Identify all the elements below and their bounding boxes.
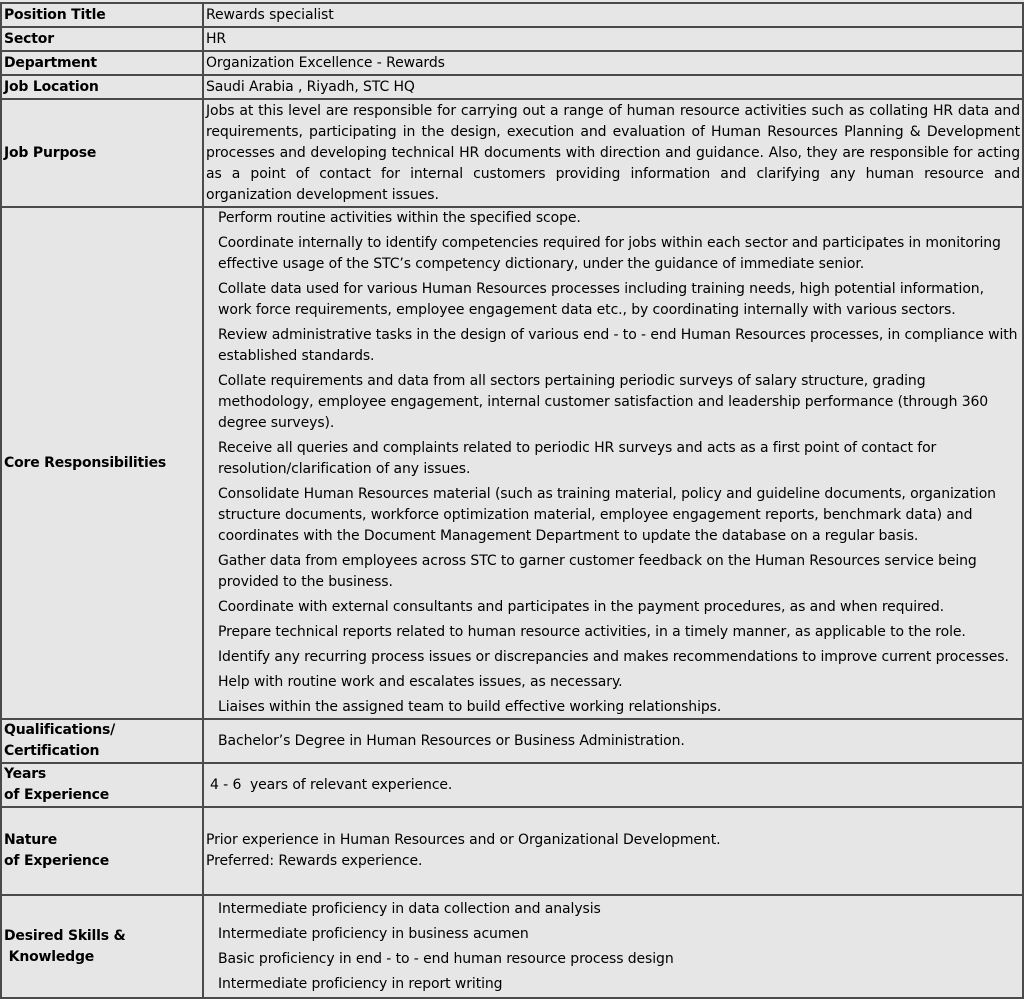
responsibility-item: Review administrative tasks in the design of various end - to - end Human Resources processes, in compliance with established standards. bbox=[218, 327, 1018, 364]
nature-experience-line1: Prior experience in Human Resources and or Organizational Development. bbox=[206, 832, 721, 848]
department-value: Organization Excellence - Rewards bbox=[203, 51, 1023, 75]
years-experience-label-line1: Years bbox=[4, 766, 47, 782]
qualifications-label bbox=[1, 719, 203, 763]
responsibility-item: Identify any recurring process issues or discrepancies and makes recommendations to improve current processes. bbox=[218, 649, 1009, 665]
years-experience-text: 4 - 6 years of relevant experience. bbox=[210, 776, 453, 793]
position-title-value: Rewards specialist bbox=[203, 3, 1023, 27]
row-core-responsibilities bbox=[1, 207, 1023, 719]
core-responsibilities-value bbox=[203, 207, 1023, 719]
row-years-experience bbox=[1, 763, 1023, 807]
job-location-value: Saudi Arabia , Riyadh, STC HQ bbox=[203, 75, 1023, 99]
responsibility-item: Coordinate internally to identify competencies required for jobs within each sector and participates in monitoring effective usage of the STC’s competency dictionary, under the guidance of immediate senior. bbox=[218, 235, 1001, 272]
responsibility-item: Receive all queries and complaints related to periodic HR surveys and acts as a first point of contact for resolution/clarification of any issues. bbox=[218, 440, 937, 477]
responsibility-item: Consolidate Human Resources material (such as training material, policy and guideline documents, organization structure documents, workforce optimization material, employee engagement reports, benchmark data) and coordinates with the Document Management Department to update the database on a regular basis. bbox=[218, 486, 996, 544]
sector-value: HR bbox=[203, 27, 1023, 51]
row-sector bbox=[1, 27, 1023, 51]
desired-skills-label-line1: Desired Skills & bbox=[4, 927, 126, 944]
row-job-location bbox=[1, 75, 1023, 99]
qualifications-label-line2: Certification bbox=[4, 743, 100, 759]
row-qualifications bbox=[1, 719, 1023, 763]
years-experience-label bbox=[1, 763, 203, 807]
row-desired-skills bbox=[1, 895, 1023, 998]
row-department bbox=[1, 51, 1023, 75]
job-purpose-value: Jobs at this level are responsible for carrying out a range of human resource activities such as collating HR data and requirements, participating in the design, execution and evaluation of Human Resources Planning & Development processes and developing technical HR documents with direction and guidance. Also, they are responsible for acting as a point of contact for internal customers providing information and clarifying any human resource and organization development issues. bbox=[203, 99, 1023, 207]
desired-skills-label bbox=[1, 895, 203, 998]
desired-skills-value bbox=[203, 895, 1023, 998]
nature-experience-value bbox=[203, 807, 1023, 895]
row-nature-experience bbox=[1, 807, 1023, 895]
skill-item: Intermediate proficiency in data collection and analysis bbox=[218, 900, 601, 917]
responsibility-item: Collate data used for various Human Resources processes including training needs, high potential information, work force requirements, employee engagement data etc., by coordinating internally with various sectors. bbox=[218, 281, 984, 318]
nature-experience-line2: Preferred: Rewards experience. bbox=[206, 853, 423, 869]
job-description-table bbox=[0, 2, 1024, 999]
nature-experience-label-line1: Nature bbox=[4, 832, 58, 848]
skills-list bbox=[206, 899, 1020, 995]
skill-item: Intermediate proficiency in business acumen bbox=[218, 925, 529, 942]
row-job-purpose bbox=[1, 99, 1023, 207]
responsibility-item: Coordinate with external consultants and participates in the payment procedures, as and when required. bbox=[218, 599, 945, 615]
skill-item: Intermediate proficiency in report writing bbox=[218, 975, 503, 992]
nature-experience-label bbox=[1, 807, 203, 895]
qualifications-label-line1: Qualifications/ bbox=[4, 722, 116, 738]
sector-label: Sector bbox=[1, 27, 203, 51]
responsibility-item: Perform routine activities within the specified scope. bbox=[218, 210, 581, 226]
row-position-title bbox=[1, 3, 1023, 27]
responsibility-item: Help with routine work and escalates issues, as necessary. bbox=[218, 674, 623, 690]
department-label: Department bbox=[1, 51, 203, 75]
core-responsibilities-label: Core Responsibilities bbox=[1, 207, 203, 719]
skill-item: Basic proficiency in end - to - end human resource process design bbox=[218, 950, 674, 967]
responsibility-item: Collate requirements and data from all sectors pertaining periodic surveys of salary structure, grading methodology, employee engagement, internal customer satisfaction and leadership performance (through 360 degree surveys). bbox=[218, 373, 989, 431]
responsibility-item: Liaises within the assigned team to build effective working relationships. bbox=[218, 699, 722, 715]
qualifications-value: Bachelor’s Degree in Human Resources or Business Administration. bbox=[203, 719, 1023, 763]
desired-skills-label-line2: Knowledge bbox=[4, 948, 95, 965]
responsibilities-list bbox=[206, 208, 1020, 718]
job-purpose-label: Job Purpose bbox=[1, 99, 203, 207]
position-title-label: Position Title bbox=[1, 3, 203, 27]
responsibility-item: Prepare technical reports related to human resource activities, in a timely manner, as applicable to the role. bbox=[218, 624, 966, 640]
responsibility-item: Gather data from employees across STC to garner customer feedback on the Human Resources service being provided to the business. bbox=[218, 553, 977, 590]
years-experience-label-line2: of Experience bbox=[4, 787, 110, 803]
nature-experience-label-line2: of Experience bbox=[4, 853, 110, 869]
job-location-label: Job Location bbox=[1, 75, 203, 99]
years-experience-value bbox=[203, 763, 1023, 807]
